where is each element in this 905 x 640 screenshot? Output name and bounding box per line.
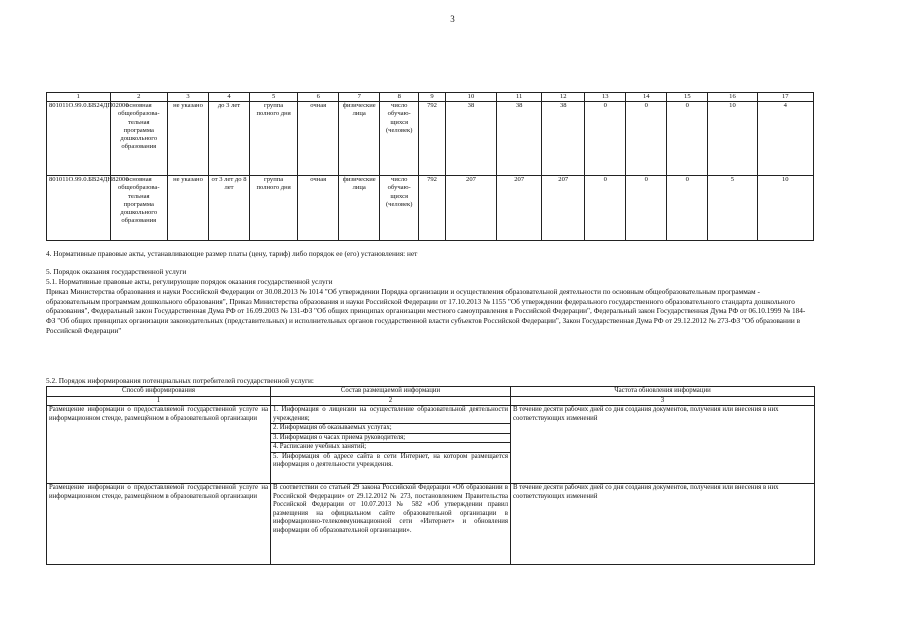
service-volume-table xyxy=(46,92,814,241)
column-number: 12 xyxy=(542,93,585,102)
header-number: 1 xyxy=(47,396,271,406)
table-cell: 207 xyxy=(497,176,542,241)
table-cell: число обучаю-щихся (человек) xyxy=(380,102,419,176)
table-cell: основная общеобразова-тельная программа дошкольного образования xyxy=(110,176,167,241)
column-number: 8 xyxy=(380,93,419,102)
header-number: 2 xyxy=(271,396,511,406)
column-number: 6 xyxy=(298,93,339,102)
informing-table xyxy=(46,386,815,565)
column-number: 17 xyxy=(757,93,813,102)
header-number: 3 xyxy=(511,396,815,406)
table-cell: группа полного дня xyxy=(250,176,298,241)
table-cell: 792 xyxy=(419,102,446,176)
table-cell: до 3 лет xyxy=(209,102,250,176)
section-5-1-text: Приказ Министерства образования и науки Российской Федерации от 30.08.2013 № 1014 "Об утверждении Порядка организации и осуществления образовательной деятельности по основным общеобразовательным программам - образовательным программам дошкольного образования", Приказ Министерства образования и науки Российской Федерации от 17.10.2013 № 1155 "Об утверждении федерального государственного образовательного стандарта дошкольного образования", Федеральный закон Государственная Дума РФ от 16.09.2003 № 131-ФЗ "Об общих принципах организации местного самоуправления в Российской Федерации", Федеральный закон Государственная Дума РФ от 06.10.1999 № 184-ФЗ "Об общих принципах организации законодательных (представительных) и исполнительных органов государственной власти субъектов Российской Федерации", Закон Государственная Дума РФ от 29.12.2012 № 273-ФЗ "Об образовании в Российской Федерации" xyxy=(46,287,806,335)
table-cell: 207 xyxy=(542,176,585,241)
content-item: 2. Информация об оказываемых услугах; xyxy=(271,423,510,433)
table-row xyxy=(47,102,814,176)
content-item: 3. Информация о часах приема руководителя; xyxy=(271,433,510,443)
header-method: Способ информирования xyxy=(47,387,271,397)
table-cell: 0 xyxy=(626,102,667,176)
column-number: 15 xyxy=(667,93,708,102)
section-4-text: 4. Нормативные правовые акты, устанавливающие размер платы (цену, тариф) либо порядок ее (его) установления: нет xyxy=(46,249,418,258)
frequency-cell: В течение десяти рабочих дней со дня создания документов, получения или внесения в них соответствующих изменений xyxy=(511,484,815,565)
content-item: 5. Информация об адресе сайта в сети Интернет, на котором размещается информация о деятельности учреждения. xyxy=(273,452,508,468)
table-cell: очная xyxy=(298,102,339,176)
column-number: 3 xyxy=(167,93,208,102)
column-number: 10 xyxy=(445,93,496,102)
column-number: 7 xyxy=(339,93,380,102)
content-item: 4. Расписание учебных занятий; xyxy=(271,442,510,452)
table-cell: число обучаю-щихся (человек) xyxy=(380,176,419,241)
table-cell: физические лица xyxy=(339,176,380,241)
table-cell: физические лица xyxy=(339,102,380,176)
table-cell: 207 xyxy=(445,176,496,241)
method-cell: Размещение информации о предоставляемой государственной услуге на информационном стенде, размещённом в образовательной организации xyxy=(47,406,271,484)
table-cell: от 3 лет до 8 лет xyxy=(209,176,250,241)
column-number: 1 xyxy=(47,93,111,102)
frequency-cell: В течение десяти рабочих дней со дня создания документов, получения или внесения в них соответствующих изменений xyxy=(511,406,815,484)
header-content: Состав размещаемой информации xyxy=(271,387,511,397)
table-cell: 10 xyxy=(757,176,813,241)
table-cell: 5 xyxy=(708,176,757,241)
table-cell: 792 xyxy=(419,176,446,241)
section-5-heading: 5. Порядок оказания государственной услуги xyxy=(46,267,187,276)
table-row xyxy=(47,176,814,241)
table-cell: 10 xyxy=(708,102,757,176)
table-cell: 4 xyxy=(757,102,813,176)
table-cell: 38 xyxy=(445,102,496,176)
column-number: 16 xyxy=(708,93,757,102)
header-frequency: Частота обновления информации xyxy=(511,387,815,397)
column-number: 9 xyxy=(419,93,446,102)
column-number: 13 xyxy=(585,93,626,102)
column-number: 14 xyxy=(626,93,667,102)
method-cell: Размещение информации о предоставляемой государственной услуге на информационном стенде, размещённом в образовательной организации xyxy=(47,484,271,565)
table-cell: 0 xyxy=(585,176,626,241)
table-cell: очная xyxy=(298,176,339,241)
column-number: 11 xyxy=(497,93,542,102)
table-cell: 38 xyxy=(497,102,542,176)
table-cell: не указано xyxy=(167,102,208,176)
table-cell: группа полного дня xyxy=(250,102,298,176)
table-cell: 0 xyxy=(667,102,708,176)
table-cell: основная общеобразова-тельная программа дошкольного образования xyxy=(110,102,167,176)
section-5-1-heading: 5.1. Нормативные правовые акты, регулирующие порядок оказания государственной услуги xyxy=(46,277,333,286)
page-number: 3 xyxy=(450,14,455,24)
table-cell: 801011О.99.0.БВ24ДП02000 xyxy=(47,102,111,176)
column-number: 5 xyxy=(250,93,298,102)
table-cell: 0 xyxy=(667,176,708,241)
table-cell: 0 xyxy=(626,176,667,241)
table-cell: 0 xyxy=(585,102,626,176)
section-5-2-heading: 5.2. Порядок информирования потенциальных потребителей государственной услуги: xyxy=(46,376,314,385)
table-cell: 801011О.99.0.БВ24ДН82000 xyxy=(47,176,111,241)
column-number: 2 xyxy=(110,93,167,102)
table-cell: не указано xyxy=(167,176,208,241)
content-item: 1. Информация о лицензии на осуществление образовательной деятельности учреждения; xyxy=(273,406,508,422)
column-number: 4 xyxy=(209,93,250,102)
content-cell xyxy=(271,406,511,484)
content-cell: В соответствии со статьей 29 закона Российской Федерации «Об образовании в Российской Федерации» от 29.12.2012 № 273, постановлением Правительства Российской Федерации от 10.07.2013 № 582 «Об утверждении правил размещения на официальном сайте образовательной организации в информационно-телекоммуникационной сети «Интернет» и обновления информации об образовательной организации». xyxy=(271,484,511,565)
table-cell: 38 xyxy=(542,102,585,176)
